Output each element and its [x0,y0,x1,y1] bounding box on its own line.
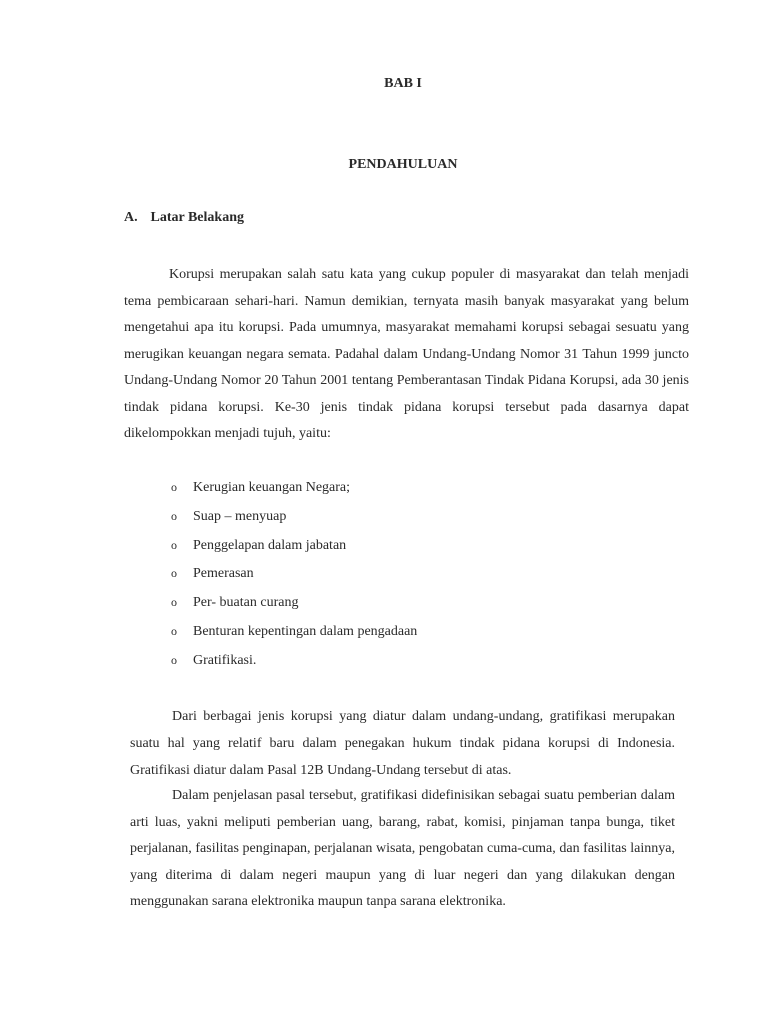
list-item-text: Penggelapan dalam jabatan [193,537,347,553]
list-item [171,620,417,649]
list-item [171,534,417,563]
list-item [171,649,417,678]
list-item-text: Gratifikasi. [193,652,257,668]
list-item [171,562,417,591]
chapter-title: PENDAHULUAN [348,157,458,172]
list-item [171,505,417,534]
section-title: Latar Belakang [150,210,244,225]
paragraph-intro: Korupsi merupakan salah satu kata yang cukup populer di masyarakat dan telah menjadi tema pembicaraan sehari-hari. Namun demikian, ternyata masih banyak masyarakat yang belum mengetahui apa itu korupsi. Pada umumnya, masyarakat memahami korupsi sebagai sesuatu yang merugikan keuangan negara semata. Padahal dalam Undang-Undang Nomor 31 Tahun 1999 juncto Undang-Undang Nomor 20 Tahun 2001 tentang Pemberantasan Tindak Pidana Korupsi, ada 30 jenis tindak pidana korupsi. Ke-30 jenis tindak pidana korupsi tersebut pada dasarnya dapat dikelompokkan menjadi tujuh, yaitu: [124,267,689,441]
section-number: A. [124,210,138,225]
corruption-types-list [171,476,417,678]
list-item-text: Kerugian keuangan Negara; [193,480,351,495]
list-item-text: Pemerasan [193,566,254,582]
list-item [171,476,417,505]
bullet-icon: o [171,623,177,638]
bullet-icon: o [171,595,177,610]
section-heading [124,210,244,226]
bullet-icon: o [171,652,177,667]
paragraph-gratification-intro: Dari berbagai jenis korupsi yang diatur dalam undang-undang, gratifikasi merupakan suatu hal yang relatif baru dalam penegakan hukum tindak pidana korupsi di Indonesia. Gratifikasi diatur dalam Pasal 12B Undang-Undang tersebut di atas. [130,709,675,778]
list-item-text: Suap – menyuap [193,508,287,524]
list-item [171,591,417,620]
list-item-text: Per- buatan curang [193,595,299,611]
chapter-heading: BAB I [384,76,422,91]
bullet-icon: o [171,508,177,523]
bullet-icon: o [171,480,177,494]
bullet-icon: o [171,537,177,552]
list-item-text: Benturan kepentingan dalam pengadaan [193,623,418,639]
paragraph-gratification-definition: Dalam penjelasan pasal tersebut, gratifikasi didefinisikan sebagai suatu pemberian dalam arti luas, yakni meliputi pemberian uang, barang, rabat, komisi, pinjaman tanpa bunga, tiket perjalanan, fasilitas penginapan, perjalanan wisata, pengobatan cuma-cuma, dan fasilitas lainnya, yang diterima di dalam negeri maupun yang di luar negeri dan yang dilakukan dengan menggunakan sarana elektronika maupun tanpa sarana elektronika. [130,788,675,909]
bullet-icon: o [171,566,177,581]
